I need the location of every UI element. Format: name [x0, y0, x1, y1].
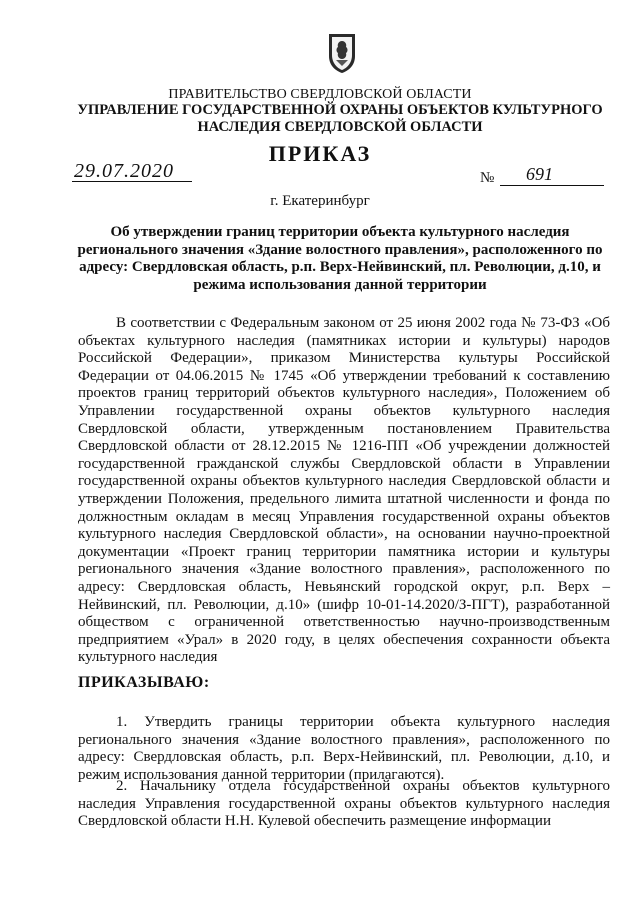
date-underline — [72, 181, 192, 182]
order-item-1: 1. Утвердить границы территории объекта культурного наследия регионального значения «Здание волостного правления», расположенного по адресу: Свердловская область, р.п. Верх-Нейвинский, пл. Революции, д.10, и режим использования данной территории (прилагаются). — [78, 714, 610, 783]
department-name: УПРАВЛЕНИЕ ГОСУДАРСТВЕННОЙ ОХРАНЫ ОБЪЕКТОВ КУЛЬТУРНОГО НАСЛЕДИЯ СВЕРДЛОВСКОЙ ОБЛАСТИ — [77, 102, 603, 135]
coat-of-arms-icon — [328, 32, 356, 74]
city: г. Екатеринбург — [270, 193, 370, 209]
order-date: 29.07.2020 — [74, 160, 174, 182]
order-subject: Об утверждении границ территории объекта культурного наследия регионального значения «Здание волостного правления», расположенного по адресу: Свердловская область, р.п. Верх-Нейвинский, пл. Революции, д.10, и режима использования данной территории — [77, 224, 603, 293]
preamble-paragraph: В соответствии с Федеральным законом от 25 июня 2002 года № 73-ФЗ «Об объектах культурного наследия (памятниках истории и культуры) народов Российской Федерации», приказом Министерства культуры Российской Федерации от 04.06.2015 № 1745 «Об утверждении требований к составлению проектов границ территорий объектов культурного наследия», Положением об Управлении государственной охраны объектов культурного наследия Свердловской области, утвержденным постановлением Правительства Свердловской области от 28.12.2015 № 1216-ПП «Об учреждении должностей государственной гражданской службы Свердловской области в Управлении государственной охраны объектов культурного наследия Свердловской области и утверждении Положения, предельного лимита штатной численности и фонда по должностным окладам в месяц Управления государственной охраны объектов культурного наследия Свердловской области», на основании научно-проектной документации «Проект границ территории памятника истории и культуры регионального значения «Здание волостного правления», расположенного по адресу: Свердловская область, Невьянский городской округ, р.п. Верх – Нейвинский, пл. Революции, д.10» (шифр 10-01-14.2020/З-ПГТ), разработанной обществом с ограниченной ответственностью научно-производственным предприятием «Урал» в 2020 году, в целях обеспечения сохранности объекта культурного наследия — [78, 315, 610, 666]
government-name: ПРАВИТЕЛЬСТВО СВЕРДЛОВСКОЙ ОБЛАСТИ — [168, 87, 472, 102]
number-underline — [500, 185, 604, 186]
order-heading: ПРИКАЗЫВАЮ: — [78, 674, 210, 691]
order-number: 691 — [526, 164, 553, 184]
document-type-title: ПРИКАЗ — [268, 141, 372, 166]
order-item-2: 2. Начальнику отдела государственной охраны объектов культурного наследия Управления государственной охраны объектов культурного наследия Свердловской области Н.Н. Кулевой обеспечить размещение информации — [78, 778, 610, 830]
order-number-label: № — [480, 170, 495, 186]
